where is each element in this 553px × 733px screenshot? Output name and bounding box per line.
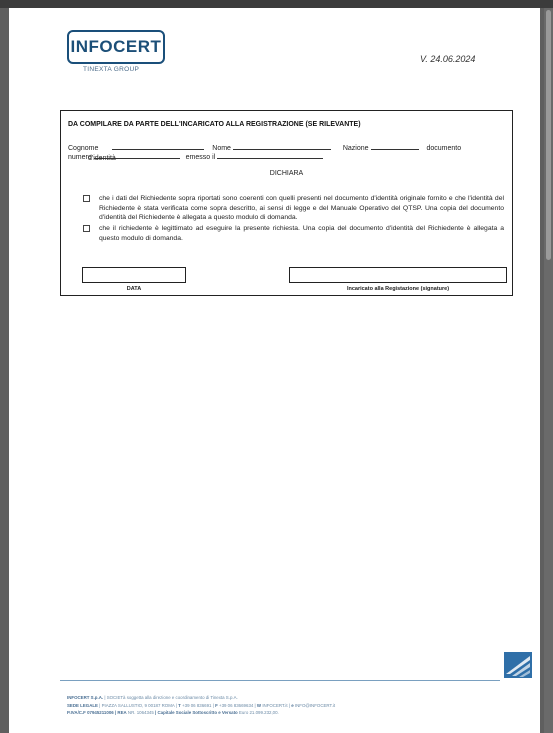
footer-line1-rest: | SOCIETà soggetta alla direzione e coordinamento di Tinexta S.p.A. (104, 695, 238, 700)
footer-f-label: F (215, 702, 218, 708)
cognome-field[interactable] (112, 142, 204, 150)
form-title: DA COMPILARE DA PARTE DELL'INCARICATO ALLA REGISTRAZIONE (SE RILEVANTE) (68, 121, 361, 128)
nazione-field[interactable] (371, 142, 419, 150)
footer-line-2 (67, 702, 507, 710)
numero-field[interactable] (94, 151, 180, 159)
logo-wordmark: INFOCERT (67, 30, 165, 64)
footer-w-value: INFOCERT.it | (262, 702, 290, 708)
date-label: DATA (126, 286, 142, 292)
footer-legal-text (67, 694, 507, 717)
footer-sede-value: | PIAZZA SALLUSTIO, 9 00187 ROMA | (99, 702, 177, 708)
footer-company: INFOCERT S.p.A. (67, 695, 104, 700)
emesso-field[interactable] (217, 151, 323, 159)
label-identita: d'identità (88, 155, 116, 162)
identity-row-2 (68, 151, 506, 163)
dichiara-heading: DICHIARA (269, 170, 304, 177)
footer-w-label: W (256, 702, 262, 708)
footer-capitale-label: | Capitale Sociale Sottoscritto e Versato (155, 710, 238, 715)
infocert-logo (67, 30, 173, 73)
checkbox-1[interactable] (83, 195, 90, 202)
viewer-top-bar (0, 0, 553, 8)
footer-t-label: T (178, 702, 181, 708)
declaration-text-1: che i dati del Richiedente sopra riportati sono coerenti con quelli presenti nel documento d'identità originale fornito e che l'identità del Richiedente è stata verificata come sopra descritto, ai sensi di legge e del Manuale Operativo del QTSP. Una copia del documento d'identità del Richiedente è allegata a questo modulo di domanda. (99, 195, 504, 221)
declaration-item-2 (83, 224, 503, 244)
footer-e-label: e (291, 702, 294, 708)
footer-piva: P.IVA/C.F 07945211006 (67, 710, 114, 715)
logo-subtitle: TINEXTA GROUP (83, 66, 140, 73)
footer-line-3 (67, 709, 507, 717)
signature-field[interactable] (289, 267, 507, 283)
scrollbar-thumb[interactable] (546, 10, 551, 260)
label-nazione: Nazione (342, 145, 369, 152)
date-field[interactable] (82, 267, 186, 283)
declaration-item-1 (83, 194, 503, 224)
footer-line-1 (67, 694, 507, 702)
footer-divider (60, 680, 500, 681)
label-documento: documento (426, 145, 462, 152)
infocert-emblem-icon (504, 652, 532, 678)
footer-capitale-value: Euro 21.099.232,00. (238, 710, 279, 715)
document-version: V. 24.06.2024 (420, 54, 476, 64)
footer-sede-label: SEDE LEGALE (67, 702, 98, 708)
registration-officer-form (60, 110, 513, 296)
label-cognome: Cognome (68, 145, 99, 152)
declaration-text-2: che il richiedente è legittimato ad eseguire la presente richiesta. Una copia del documento d'identità del Richiedente è allegata a questo modulo di domanda. (99, 225, 504, 242)
checkbox-2[interactable] (83, 225, 90, 232)
footer-rea-label: | REA (114, 710, 127, 715)
footer-t-value: +39 06 836691 | (182, 702, 214, 708)
nome-field[interactable] (233, 142, 331, 150)
label-numero: numero (68, 154, 92, 161)
label-nome: Nome (212, 145, 231, 152)
footer-e-value: INFO@INFOCERT.it (294, 702, 336, 708)
label-emesso: emesso il (185, 154, 216, 161)
footer-f-value: +39 06 83669634 | (219, 702, 256, 708)
footer-rea-value: NR. 1064345 (127, 710, 154, 715)
signature-label: Incaricato alla Registazione (signature) (346, 286, 450, 292)
